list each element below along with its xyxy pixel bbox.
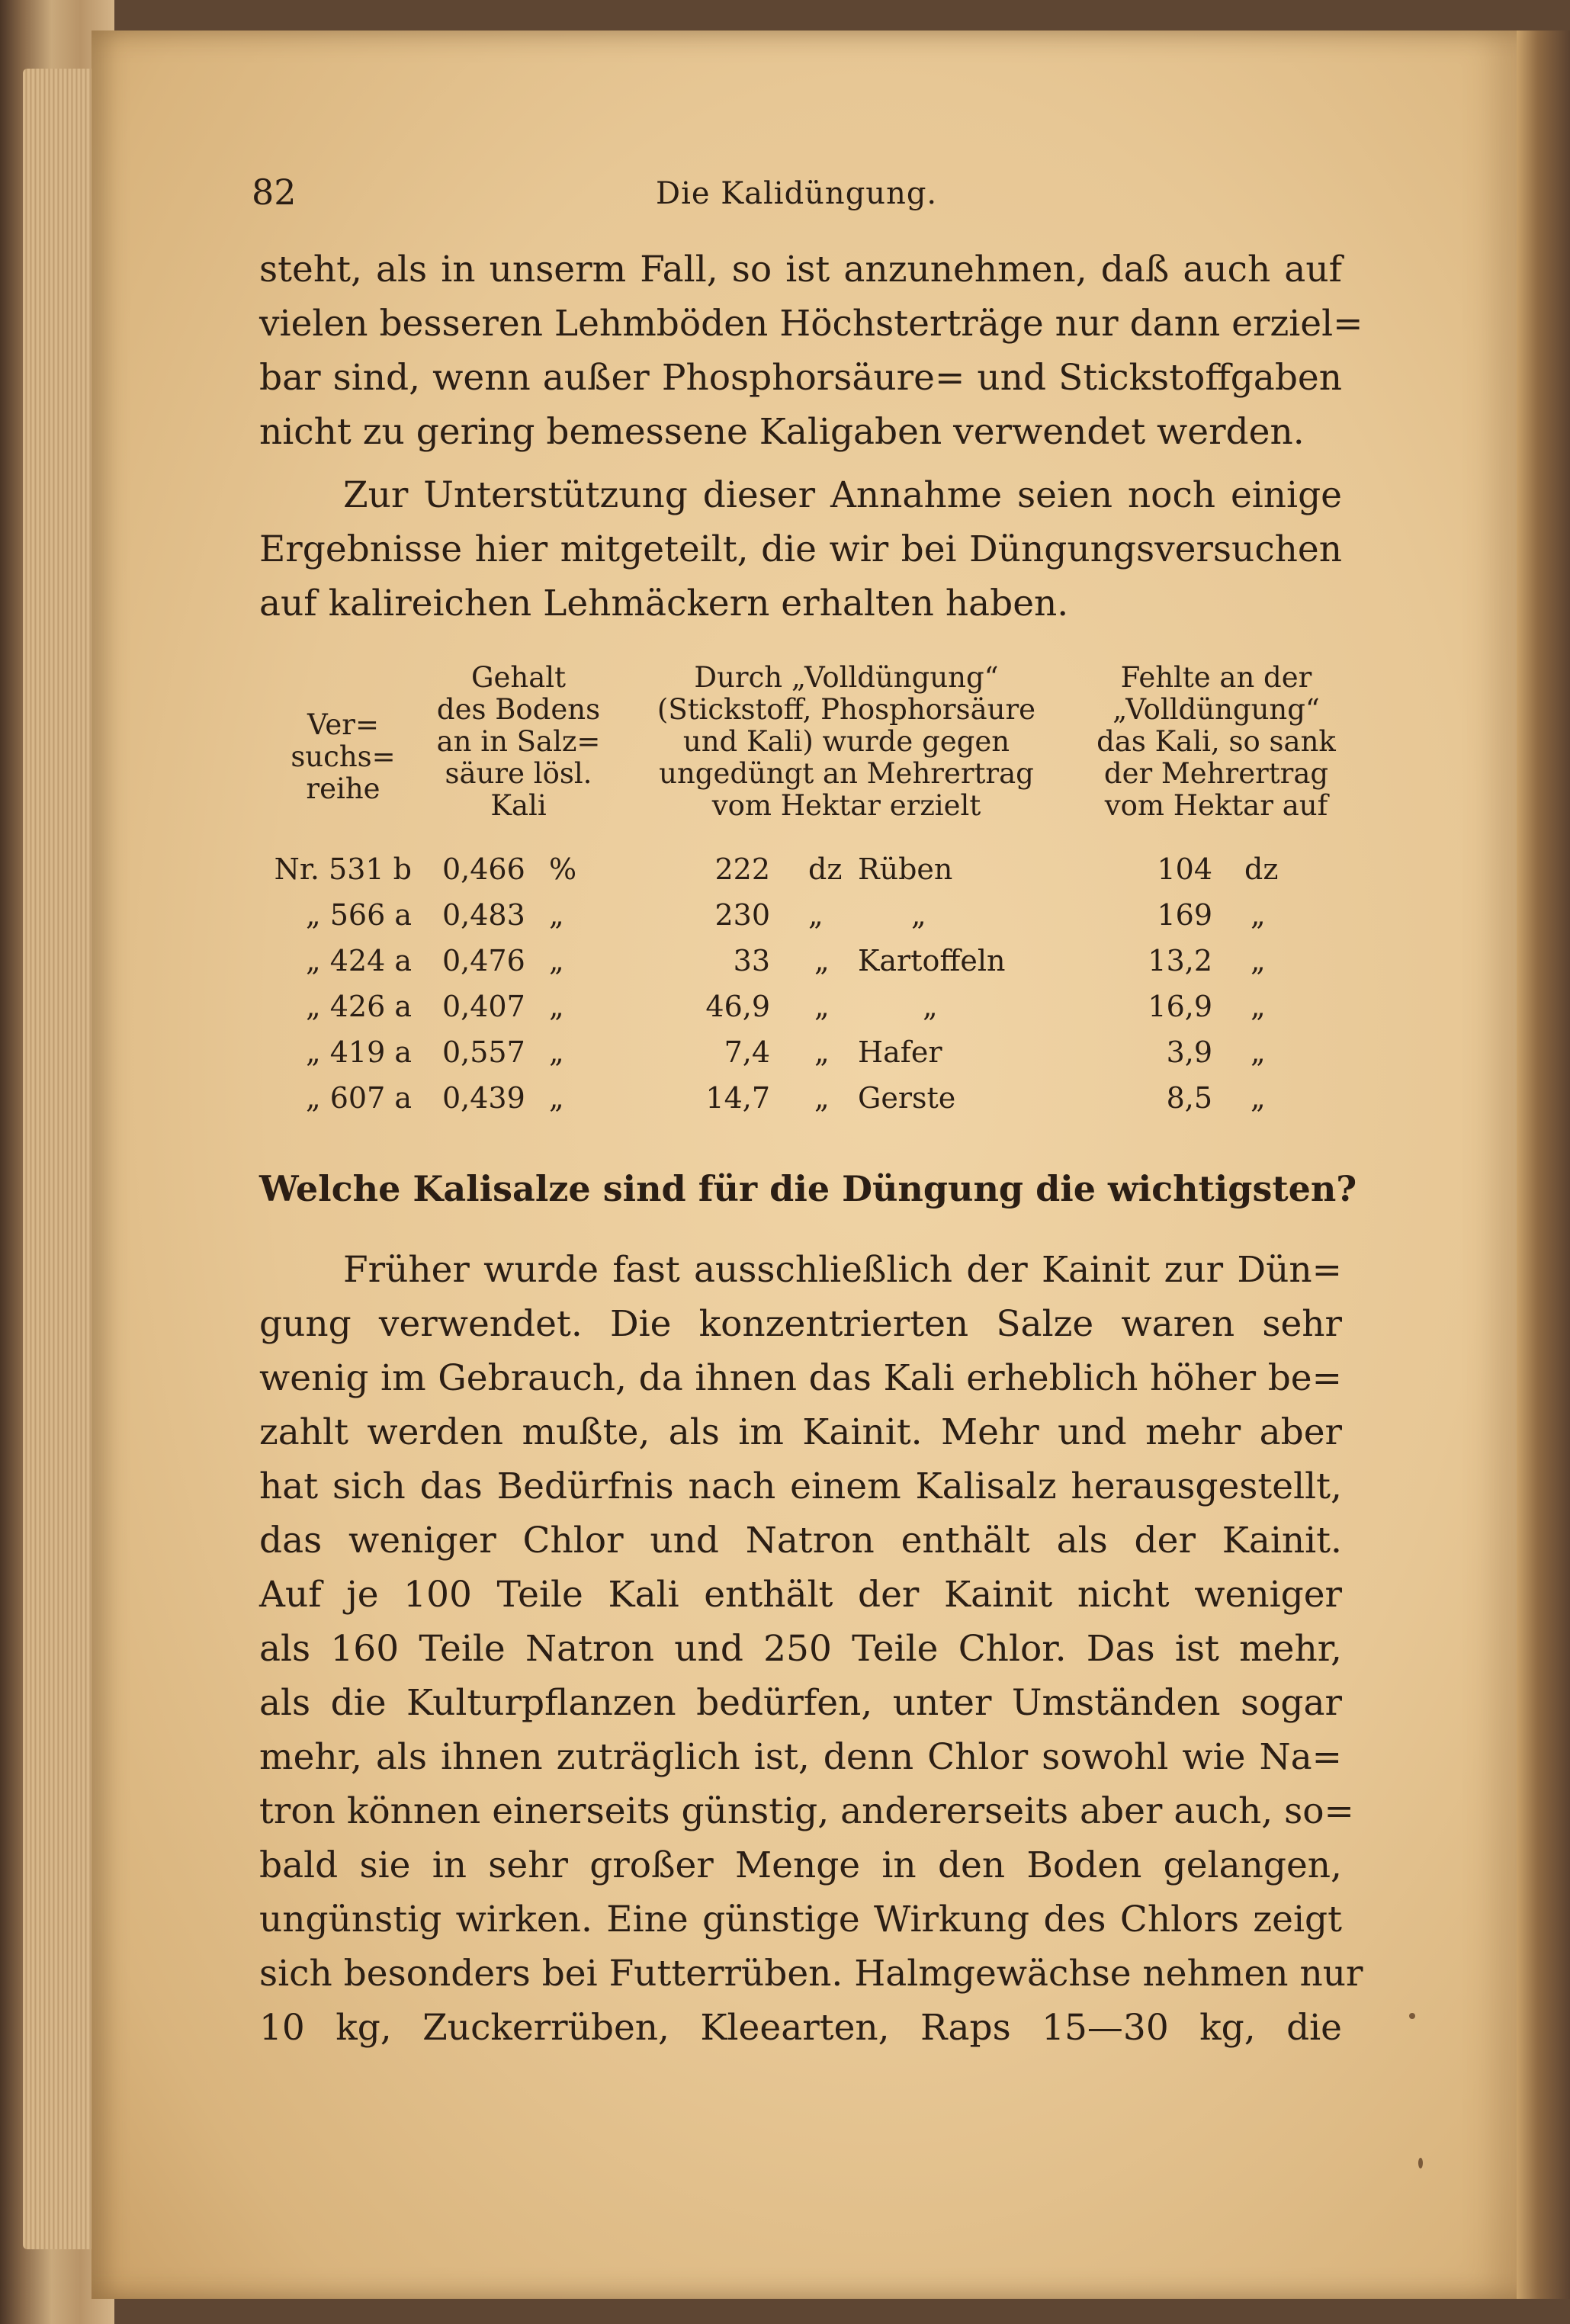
header-line: Gehalt: [470, 661, 567, 694]
cell-unit: „: [549, 1035, 564, 1069]
header-line: vom Hektar erzielt: [711, 789, 981, 822]
cell-gehalt: 0,557: [442, 1035, 525, 1069]
book-gutter: [1517, 30, 1570, 2299]
cell-nr: „ 426 a: [305, 990, 412, 1023]
cell-unit: „: [549, 944, 564, 977]
cell-crop: „: [923, 990, 938, 1023]
cell-ertrag: 222: [714, 852, 770, 886]
text-line: sich besonders bei Futterrüben. Halmgewächse nehmen nur: [259, 1953, 1363, 1995]
cell-dz: dz: [808, 852, 843, 886]
text-line: hat sich das Bedürfnis nach einem Kalisalz herausgestellt,: [259, 1465, 1342, 1507]
cell-crop: „: [911, 898, 926, 932]
text-line: vielen besseren Lehmböden Höchsterträge nur dann erziel=: [259, 303, 1363, 345]
cell-dz2: „: [1251, 1081, 1266, 1115]
cell-ertrag: 230: [714, 898, 770, 932]
header-line: vom Hektar auf: [1104, 789, 1328, 822]
cell-dz: „: [814, 1081, 830, 1115]
cell-nr: „ 566 a: [305, 898, 412, 932]
cell-ertrag: 7,4: [724, 1035, 770, 1069]
table-row: [0, 1081, 1570, 1127]
cell-gehalt: 0,483: [442, 898, 525, 932]
header-line: Kali: [490, 789, 547, 822]
text-line: auf kalireichen Lehmäckern erhalten haben.: [259, 583, 1069, 624]
header-line: (Stickstoff, Phosphorsäure: [657, 693, 1036, 726]
text-line: ungünstig wirken. Eine günstige Wirkung des Chlors zeigt: [259, 1899, 1342, 1940]
paragraph-3: [259, 1243, 1363, 2055]
cell-crop: Gerste: [858, 1081, 956, 1115]
header-gehalt: [416, 662, 621, 822]
cell-dz: „: [814, 990, 830, 1023]
cell-ertrag: 14,7: [705, 1081, 770, 1115]
cell-ertrag: 46,9: [705, 990, 770, 1023]
cell-sank: 16,9: [1148, 990, 1212, 1023]
cell-unit: „: [549, 898, 564, 932]
header-line: und Kali) wurde gegen: [682, 725, 1010, 758]
header-line: an in Salz=: [436, 725, 601, 758]
cell-dz2: „: [1251, 898, 1266, 932]
paper-speck: [1418, 2158, 1423, 2168]
cell-crop: Hafer: [858, 1035, 942, 1069]
text-line: steht, als in unserm Fall, so ist anzunehmen, daß auch auf: [259, 249, 1342, 290]
cell-sank: 104: [1157, 852, 1212, 886]
table-row: [0, 898, 1570, 944]
cell-unit: „: [549, 1081, 564, 1115]
header-line: säure lösl.: [445, 757, 592, 790]
header-volldungung: [629, 662, 1064, 822]
cell-gehalt: 0,476: [442, 944, 525, 977]
paragraph-1: [259, 242, 1363, 459]
text-line: das weniger Chlor und Natron enthält als der Kainit.: [259, 1520, 1342, 1562]
cell-gehalt: 0,466: [442, 852, 525, 886]
text-line: Ergebnisse hier mitgeteilt, die wir bei Düngungsversuchen: [259, 528, 1342, 570]
header-line: der Mehrertrag: [1103, 757, 1329, 790]
cell-crop: Rüben: [858, 852, 953, 886]
page-header: [252, 172, 1357, 225]
cell-gehalt: 0,439: [442, 1081, 525, 1115]
text-line: Früher wurde fast ausschließlich der Kainit zur Dün=: [343, 1249, 1342, 1291]
header-line: Durch „Volldüngung“: [694, 661, 999, 694]
cell-dz: „: [814, 944, 830, 977]
cell-crop: Kartoffeln: [858, 944, 1006, 977]
table-row: [0, 944, 1570, 990]
cell-nr: „ 424 a: [305, 944, 412, 977]
text-line: mehr, als ihnen zuträglich ist, denn Chlor sowohl wie Na=: [259, 1736, 1342, 1778]
header-ohne-kali: [1075, 662, 1357, 822]
table-row: [0, 990, 1570, 1035]
cell-sank: 8,5: [1166, 1081, 1212, 1115]
cell-sank: 3,9: [1166, 1035, 1212, 1069]
text-line: gung verwendet. Die konzentrierten Salze waren sehr: [259, 1303, 1342, 1345]
table-row: [0, 852, 1570, 898]
section-heading: Welche Kalisalze sind für die Düngung die wichtigsten?: [259, 1168, 1357, 1209]
cell-gehalt: 0,407: [442, 990, 525, 1023]
text-line: 10 kg, Zuckerrüben, Kleearten, Raps 15—30 kg, die: [259, 2007, 1342, 2049]
text-line: bald sie in sehr großer Menge in den Boden gelangen,: [259, 1844, 1342, 1886]
paragraph-2: [259, 468, 1342, 631]
header-line: suchs=: [291, 740, 396, 773]
header-line: „Volldüngung“: [1112, 693, 1320, 726]
header-versuchsreihe: [286, 709, 400, 805]
page-number: 82: [252, 172, 297, 213]
text-line: Zur Unterstützung dieser Annahme seien noch einige: [343, 474, 1342, 516]
cell-dz2: „: [1251, 990, 1266, 1023]
text-line: nicht zu gering bemessene Kaligaben verwendet werden.: [259, 411, 1305, 453]
paper-speck: [1409, 2013, 1415, 2019]
text-line: tron können einerseits günstig, andererseits aber auch, so=: [259, 1790, 1354, 1832]
header-line: Ver=: [307, 708, 379, 741]
cell-dz: „: [808, 898, 824, 932]
cell-sank: 13,2: [1148, 944, 1212, 977]
text-line: zahlt werden mußte, als im Kainit. Mehr und mehr aber: [259, 1411, 1342, 1453]
text-line: Auf je 100 Teile Kali enthält der Kainit nicht weniger: [259, 1574, 1342, 1616]
text-line: als 160 Teile Natron und 250 Teile Chlor. Das ist mehr,: [259, 1628, 1342, 1670]
header-line: des Bodens: [436, 693, 601, 726]
cell-nr: „ 419 a: [305, 1035, 412, 1069]
cell-dz2: „: [1251, 1035, 1266, 1069]
header-line: ungedüngt an Mehrertrag: [659, 757, 1034, 790]
text-line: bar sind, wenn außer Phosphorsäure= und Stickstoffgaben: [259, 357, 1342, 399]
cell-nr: Nr. 531 b: [274, 852, 412, 886]
header-line: das Kali, so sank: [1096, 725, 1336, 758]
cell-dz2: „: [1251, 944, 1266, 977]
header-line: reihe: [306, 772, 380, 805]
cell-dz2: dz: [1244, 852, 1279, 886]
cell-ertrag: 33: [733, 944, 770, 977]
text-line: als die Kulturpflanzen bedürfen, unter Umständen sogar: [259, 1682, 1342, 1724]
cell-sank: 169: [1157, 898, 1212, 932]
cell-unit: „: [549, 990, 564, 1023]
header-line: Fehlte an der: [1120, 661, 1312, 694]
table-row: [0, 1035, 1570, 1081]
cell-unit: %: [549, 852, 577, 886]
text-line: wenig im Gebrauch, da ihnen das Kali erheblich höher be=: [259, 1357, 1342, 1399]
running-title: Die Kalidüngung.: [656, 176, 938, 211]
cell-nr: „ 607 a: [305, 1081, 412, 1115]
cell-dz: „: [814, 1035, 830, 1069]
